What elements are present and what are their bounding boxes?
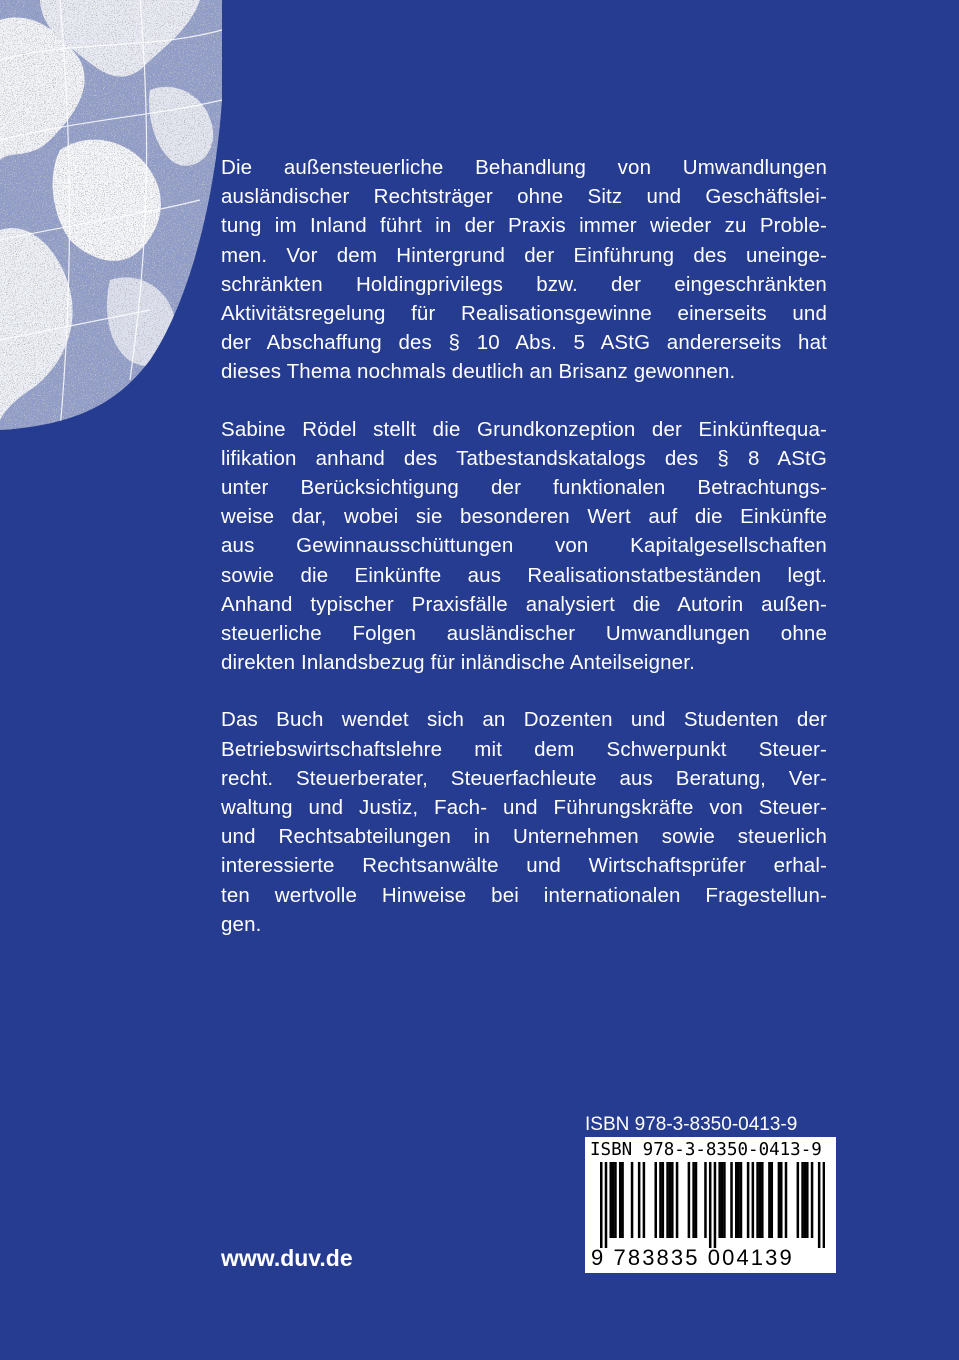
barcode-bar — [692, 1162, 695, 1238]
barcode-bar — [614, 1162, 617, 1238]
barcode-bar — [747, 1162, 750, 1238]
blurb-line: waltung und Justiz, Fach- und Führungskräfte von Steuer- — [221, 796, 827, 820]
barcode-bar — [771, 1162, 774, 1238]
barcode-bar — [718, 1162, 721, 1238]
blurb-line: steuerliche Folgen ausländischer Umwandlungen ohne — [221, 622, 827, 646]
blurb-paragraph-2 — [221, 415, 827, 678]
barcode-bar — [709, 1162, 712, 1248]
barcode-bar — [723, 1162, 726, 1238]
barcode-bar — [811, 1162, 814, 1238]
blurb-text — [221, 153, 827, 967]
barcode-bar — [797, 1162, 800, 1238]
globe-map-image — [0, 0, 222, 430]
blurb-line: unter Berücksichtigung der funktionalen Betrachtungs- — [221, 476, 827, 500]
barcode-bar — [730, 1162, 733, 1238]
barcode-bar — [785, 1162, 788, 1238]
barcode-bar — [818, 1162, 821, 1248]
barcode-bar — [756, 1162, 759, 1238]
blurb-line: Betriebswirtschaftslehre mit dem Schwerpunkt Steuer- — [221, 737, 827, 761]
isbn-label: ISBN 978-3-8350-0413-9 — [585, 1114, 798, 1135]
blurb-line: ten wertvolle Hinweise bei internationalen Fragestellun- — [221, 883, 827, 907]
barcode-bar — [609, 1162, 612, 1238]
barcode-bar — [605, 1162, 608, 1248]
globe-map-svg — [0, 0, 222, 430]
barcode-bar — [768, 1162, 771, 1238]
barcode-bar — [778, 1162, 781, 1238]
blurb-line: lifikation anhand des Tatbestandskatalogs des § 8 AStG — [221, 446, 827, 470]
barcode-bar — [631, 1162, 634, 1238]
barcode-icon — [600, 1162, 825, 1248]
barcode-bar — [669, 1162, 672, 1238]
barcode-bar — [600, 1162, 603, 1248]
barcode-bar — [671, 1162, 674, 1238]
blurb-line: interessierte Rechtsanwälte und Wirtschaftsprüfer erhal- — [221, 854, 827, 878]
blurb-line: Aktivitätsregelung für Realisationsgewinne einerseits und — [221, 302, 827, 326]
barcode-bar — [761, 1162, 764, 1238]
barcode-bar — [801, 1162, 804, 1238]
blurb-line: recht. Steuerberater, Steuerfachleute aus Beratung, Ver- — [221, 766, 827, 790]
barcode-digits: 9 783835 004139 — [591, 1245, 794, 1270]
blurb-line: men. Vor dem Hintergrund der Einführung des uneinge- — [221, 243, 827, 267]
blurb-line: Die außensteuerliche Behandlung von Umwandlungen — [221, 156, 827, 179]
barcode-bar — [676, 1162, 679, 1238]
barcode-bar — [619, 1162, 622, 1238]
barcode-bar — [735, 1162, 738, 1238]
barcode-bar — [780, 1162, 783, 1238]
blurb-paragraph-1 — [221, 153, 827, 387]
blurb-line: Das Buch wendet sich an Dozenten und Studenten der — [221, 708, 827, 732]
blurb-line: aus Gewinnausschüttungen von Kapitalgesellschaften — [221, 534, 827, 558]
barcode-bar — [704, 1162, 707, 1238]
barcode-panel — [585, 1137, 836, 1273]
blurb-line: weise dar, wobei sie besonderen Wert auf die Einkünfte — [221, 505, 827, 529]
barcode-bar — [740, 1162, 743, 1238]
blurb-line: Sabine Rödel stellt die Grundkonzeption der Einkünftequa- — [221, 417, 827, 441]
blurb-line: gen. — [221, 912, 262, 936]
barcode-bar — [759, 1162, 762, 1238]
blurb-line: sowie die Einkünfte aus Realisationstatbeständen legt. — [221, 563, 827, 587]
barcode-bar — [666, 1162, 669, 1238]
blurb-line: und Rechtsabteilungen in Unternehmen sowie steuerlich — [221, 825, 827, 849]
blurb-line: dieses Thema nochmals deutlich an Brisanz gewonnen. — [221, 360, 736, 384]
barcode-bar — [806, 1162, 809, 1238]
publisher-website: www.duv.de — [221, 1245, 353, 1271]
barcode-bar — [714, 1162, 717, 1248]
barcode-bar — [612, 1162, 615, 1238]
barcode-bar — [654, 1162, 657, 1238]
barcode-bar — [737, 1162, 740, 1238]
barcode-bar — [659, 1162, 662, 1238]
blurb-paragraph-3 — [221, 705, 827, 939]
barcode-bar — [721, 1162, 724, 1238]
barcode-isbn-text: ISBN 978-3-8350-0413-9 — [590, 1140, 822, 1160]
barcode-bar — [823, 1162, 825, 1248]
barcode-bar — [662, 1162, 665, 1238]
barcode-bar — [804, 1162, 807, 1238]
barcode-bar — [643, 1162, 646, 1238]
blurb-line: der Abschaffung des § 10 Abs. 5 AStG andererseits hat — [221, 331, 827, 355]
barcode-bar — [752, 1162, 755, 1238]
barcode-bar — [621, 1162, 624, 1238]
barcode-bar — [638, 1162, 641, 1238]
blurb-line: Anhand typischer Praxisfälle analysiert die Autorin außen- — [221, 592, 827, 616]
barcode-bar — [695, 1162, 698, 1238]
blurb-line: schränkten Holdingprivilegs bzw. der eingeschränkten — [221, 272, 827, 296]
barcode-bar — [688, 1162, 691, 1238]
blurb-line: ausländischer Rechtsträger ohne Sitz und Geschäftslei- — [221, 185, 827, 209]
blurb-line: direkten Inlandsbezug für inländische Anteilseigner. — [221, 651, 695, 675]
blurb-line: tung im Inland führt in der Praxis immer wieder zu Proble- — [221, 214, 827, 238]
